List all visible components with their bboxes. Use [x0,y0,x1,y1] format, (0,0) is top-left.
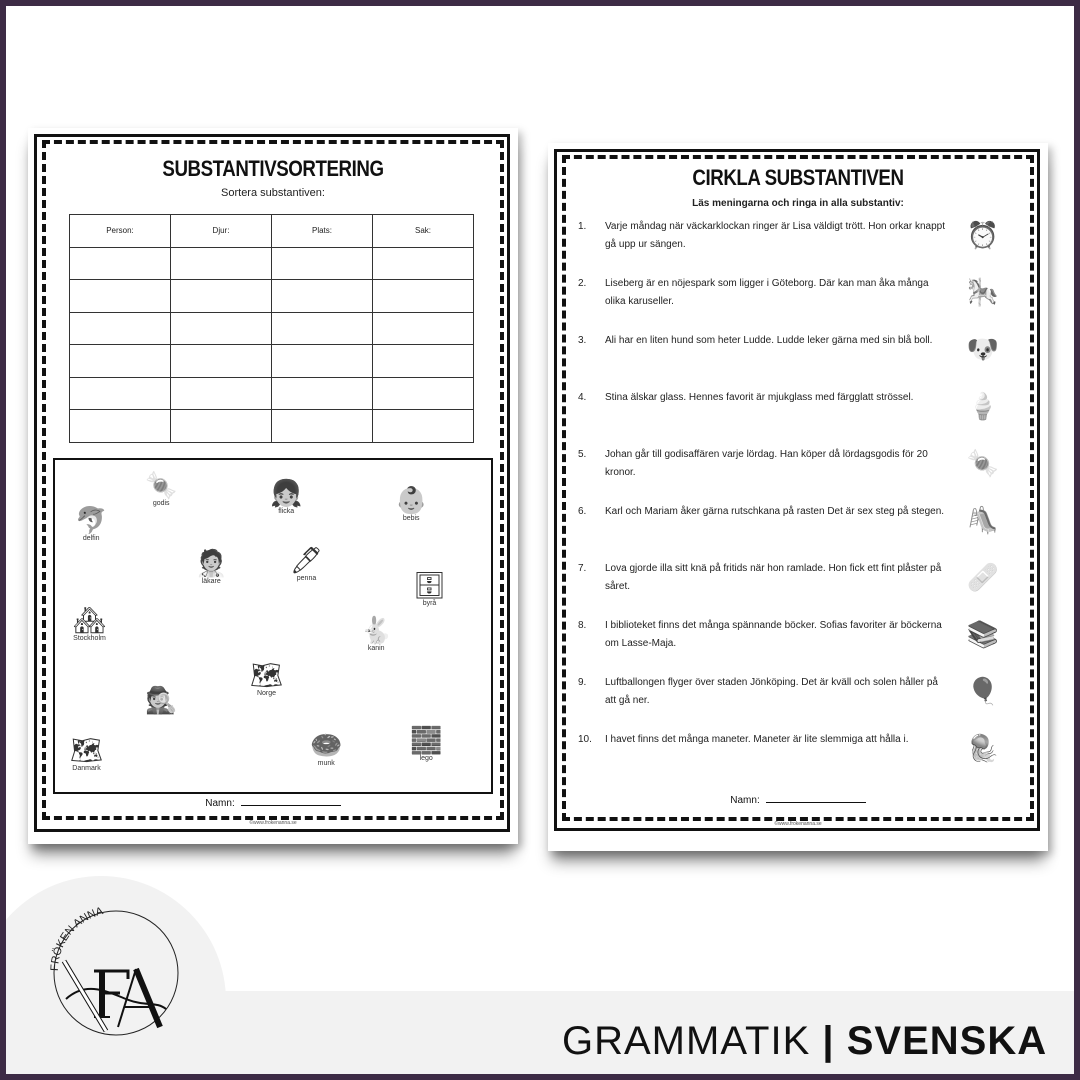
table-row [70,377,474,410]
dresser-icon: 🗄 [413,570,447,600]
column-header: Person: [70,215,171,248]
table-cell[interactable] [70,312,171,345]
table-row [70,345,474,378]
picture-danmark: 🗺 Danmark [70,735,104,772]
picture-bebis: 👶 bebis [395,485,428,522]
table-cell[interactable] [70,377,171,410]
sentence-item [578,503,948,521]
canvas [6,6,1074,1074]
table-cell[interactable] [171,377,272,410]
column-header: Plats: [272,215,373,248]
sentence-item [578,332,948,350]
hot-air-balloon-icon: 🎈 [966,676,1000,706]
name-field[interactable]: Namn: [28,798,518,810]
item-text: Liseberg är en nöjespark som ligger i Göteborg. Där kan man åka många olika karuseller. [605,278,929,307]
logo-text: FRÖKEN ANNA [48,905,105,972]
sentence-item [578,389,948,407]
pen-icon: 🖊 [290,545,324,575]
rabbit-icon: 🐇 [360,615,393,645]
item-text: I biblioteket finns det många spännande böcker. Sofias favoriter är böckerna om Lasse-Maja. [605,620,942,649]
picture-detective [145,685,177,715]
detective-icon: 🕵 [145,685,178,715]
picture-flicka: 👧 flicka [270,478,303,515]
lego-icon: 🧱 [410,725,443,755]
item-number: 3. [578,335,587,346]
sorting-table [69,214,474,443]
footer-title: GRAMMATIK | SVENSKA [562,1019,1048,1063]
ice-cream-icon: 🍦 [966,391,1000,421]
sheet-subtitle: Läs meningarna och ringa in alla substantiv: [692,198,904,209]
jellyfish-icon: 🪼 [966,733,1000,763]
sheet-subtitle: Sortera substantiven: [221,187,325,199]
name-line[interactable] [241,805,341,806]
table-cell[interactable] [171,345,272,378]
table-cell[interactable] [171,280,272,313]
item-text: Johan går till godisaffären varje lördag. Han köper då lördagsgodis för 20 kronor. [605,449,928,478]
froken-anna-logo [36,891,196,1051]
column-header: Sak: [373,215,474,248]
dog-icon: 🐶 [966,334,1000,364]
bandage-icon: 🩹 [966,562,1000,592]
table-row [70,247,474,280]
table-cell[interactable] [373,410,474,443]
table-row [70,312,474,345]
carousel-icon: 🎠 [966,277,1000,307]
picture-norge: 🗺 Norge [250,660,284,697]
table-header-row [70,215,474,248]
table-cell[interactable] [373,247,474,280]
table-cell[interactable] [171,410,272,443]
item-number: 2. [578,278,587,289]
picture-lego: 🧱 lego [410,725,443,762]
item-number: 10. [578,734,592,745]
map-icon: 🗺 [250,660,284,690]
picture-stockholm: 🏘 Stockholm [73,605,107,642]
item-text: Stina älskar glass. Hennes favorit är mjukglass med färgglatt strössel. [605,392,914,403]
item-number: 9. [578,677,587,688]
table-cell[interactable] [171,247,272,280]
bookshelf-icon: 📚 [966,619,1000,649]
worksheet-cirkla-substantiven [548,143,1048,851]
picture-byra: 🗄 byrå [413,570,447,607]
item-text: Varje måndag när väckarklockan ringer är Lisa väldigt trött. Hon orkar knappt gå upp ur sängen. [605,221,945,250]
table-cell[interactable] [272,410,373,443]
table-cell[interactable] [70,280,171,313]
sentence-item [578,617,948,653]
table-cell[interactable] [373,377,474,410]
sentence-item [578,731,948,749]
dolphin-icon: 🐬 [75,505,108,535]
table-cell[interactable] [373,280,474,313]
candy-icon: 🍬 [145,470,178,500]
item-text: Luftballongen flyger över staden Jönköping. Det är kväll och solen håller på att gå ner. [605,677,938,706]
table-row [70,280,474,313]
slide-icon: 🛝 [966,505,1000,535]
alarm-clock-icon: ⏰ [966,220,1000,250]
sentence-item [578,446,948,482]
item-text: Karl och Mariam åker gärna rutschkana på rasten Det är sex steg på stegen. [605,506,945,517]
baby-icon: 👶 [395,485,428,515]
worksheet-substantivsortering [28,128,518,844]
table-cell[interactable] [373,312,474,345]
table-cell[interactable] [70,410,171,443]
table-cell[interactable] [272,247,373,280]
item-text: Ali har en liten hund som heter Ludde. Ludde leker gärna med sin blå boll. [605,335,933,346]
sentence-item [578,674,948,710]
sheet-dashed-border [562,155,1034,821]
picture-lakare: 🧑‍⚕️ läkare [195,548,228,585]
picture-munk: 🍩 munk [310,730,343,767]
table-cell[interactable] [171,312,272,345]
picture-delfin: 🐬 delfin [75,505,108,542]
sentence-item [578,560,948,596]
sentence-item [578,275,948,311]
table-cell[interactable] [70,247,171,280]
item-number: 1. [578,221,587,232]
picture-penna: 🖊 penna [290,545,324,582]
table-cell[interactable] [272,345,373,378]
table-cell[interactable] [272,377,373,410]
item-number: 4. [578,392,587,403]
doctor-icon: 🧑‍⚕️ [195,548,228,578]
map-icon: 🗺 [70,735,104,765]
item-text: Lova gjorde illa sitt knä på fritids när hon ramlade. Hon fick ett fint plåster på såret. [605,563,942,592]
item-number: 5. [578,449,587,460]
copyright: ©www.frokenanna.se [249,820,297,826]
table-cell[interactable] [272,280,373,313]
item-number: 8. [578,620,587,631]
picture-godis: 🍬 godis [145,470,178,507]
copyright: ©www.frokenanna.se [774,821,822,827]
table-cell[interactable] [373,345,474,378]
donut-icon: 🍩 [310,730,343,760]
svg-text:FRÖKEN ANNA [49,905,105,971]
table-cell[interactable] [272,312,373,345]
sentence-item [578,218,948,254]
column-header: Djur: [171,215,272,248]
sheet-title: SUBSTANTIVSORTERING [162,156,384,181]
name-field[interactable]: Namn: [548,795,1048,807]
girl-icon: 👧 [270,478,303,508]
name-line[interactable] [766,802,866,803]
city-icon: 🏘 [73,605,107,635]
table-cell[interactable] [70,345,171,378]
sheet-title: CIRKLA SUBSTANTIVEN [692,165,904,190]
picture-box [53,458,493,794]
item-number: 7. [578,563,587,574]
picture-kanin: 🐇 kanin [360,615,393,652]
candy-icon: 🍬 [966,448,1000,478]
table-row [70,410,474,443]
item-number: 6. [578,506,587,517]
item-text: I havet finns det många maneter. Maneter är lite slemmiga att hålla i. [605,734,909,745]
